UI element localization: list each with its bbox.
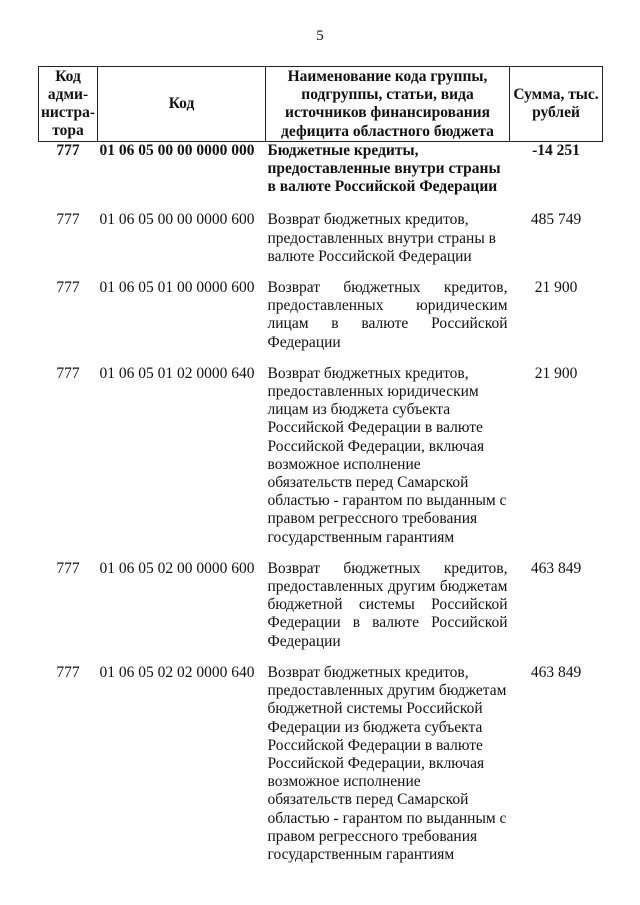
- row-sum: 463 849: [530, 559, 582, 577]
- row-code: 01 06 05 01 00 0000 600: [99, 279, 255, 297]
- row-name: Возврат бюджетных кредитов, предоставленных другим бюджетам бюджетной системы Российской Федерации в валюте Российской Федерации: [267, 559, 508, 650]
- row-sum: 463 849: [530, 663, 582, 681]
- table-row: [39, 657, 603, 870]
- row-admin-code: 777: [56, 279, 80, 297]
- row-name: Возврат бюджетных кредитов, предоставленных другим бюджетам бюджетной системы Российской Федерации из бюджета субъекта Российской Федерации в валюте Российской Федерации, включая возможное исполнение обязательств перед Самарской областью - гарантом по выданным с правом регрессного требования государственным гарантиям: [267, 663, 507, 863]
- row-code: 01 06 05 00 00 0000 600: [99, 211, 255, 229]
- table-row: [39, 553, 603, 657]
- row-admin-code: 777: [56, 663, 80, 681]
- row-code: 01 06 05 02 00 0000 600: [99, 559, 255, 577]
- row-sum: 21 900: [534, 279, 578, 297]
- row-name: Бюджетные кредиты, предоставленные внутри страны в валюте Российской Федерации: [267, 141, 501, 196]
- header-admin-code: Код адми-нистра-тора: [39, 67, 98, 142]
- page-number: 5: [316, 28, 324, 44]
- row-code: 01 06 05 00 00 0000 000: [99, 141, 255, 159]
- row-code: 01 06 05 01 02 0000 640: [99, 364, 255, 382]
- row-name: Возврат бюджетных кредитов, предоставленных юридическим лицам из бюджета субъекта Российской Федерации в валюте Российской Федерации, включая возможное исполнение обязательств перед Самарской областью - гарантом по выданным с правом регрессного требования государственным гарантиям: [267, 364, 507, 546]
- table-row: [39, 204, 603, 272]
- row-code: 01 06 05 02 02 0000 640: [99, 663, 255, 681]
- row-admin-code: 777: [56, 559, 80, 577]
- row-sum: 485 749: [530, 211, 582, 229]
- row-name: Возврат бюджетных кредитов, предоставленных юридическим лицам в валюте Российской Федерации: [267, 279, 508, 351]
- budget-sources-table: [38, 66, 603, 870]
- row-sum: 21 900: [534, 364, 578, 382]
- row-name: Возврат бюджетных кредитов, предоставленных внутри страны в валюте Российской Федерации: [267, 211, 496, 265]
- row-admin-code: 777: [56, 364, 80, 382]
- header-name: Наименование кода группы, подгруппы, статьи, вида источников финансирования дефицита областного бюджета: [266, 67, 510, 142]
- table-header-row: [39, 67, 603, 142]
- table-row: [39, 358, 603, 553]
- row-admin-code: 777: [56, 141, 80, 159]
- row-sum: -14 251: [532, 141, 580, 159]
- header-sum: Сумма, тыс. рублей: [510, 67, 603, 142]
- row-admin-code: 777: [56, 211, 80, 229]
- table-row: [39, 141, 603, 204]
- header-code: Код: [98, 67, 266, 142]
- table-row: [39, 272, 603, 358]
